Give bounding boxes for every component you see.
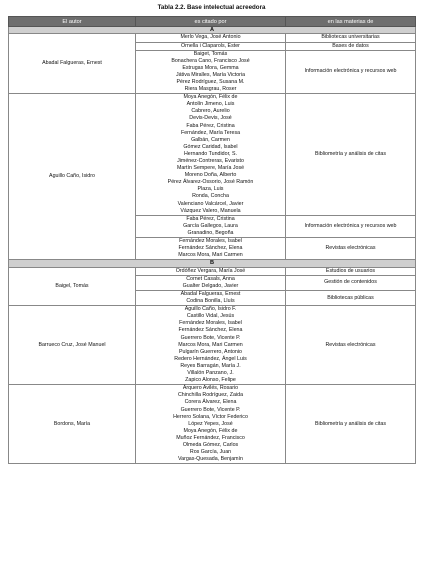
citing-author: Reyes Barragán, María J. <box>180 362 241 369</box>
table-title: Tabla 2.2. Base intelectual acreedora <box>157 4 266 11</box>
citing-author: Fernández Morales, Isabel <box>179 238 242 245</box>
citing-author: Fernández, María Teresa <box>180 129 241 136</box>
citing-author: Corera Álvarez, Elena <box>184 399 237 406</box>
subject-cell: Bases de datos <box>286 42 416 50</box>
table-body <box>9 27 416 464</box>
subject-cell: Bibliotecas públicas <box>286 291 416 306</box>
author-cell: Abadal Falgueras, Ernest <box>9 34 136 94</box>
author-cell: Barrueco Cruz, José Manuel <box>9 306 136 385</box>
citing-author: Jiménez-Contreras, Evaristo <box>177 158 244 164</box>
citing-author: Merlo Vega, José Antonio <box>180 34 241 41</box>
citing-author: Herrero Solana, Víctor Federico <box>173 413 248 420</box>
subject-cell: Gestión de contenidos <box>286 275 416 290</box>
citing-author: García Gallegos, Laura <box>183 222 238 229</box>
citing-author: Codina Bonilla, Lluís <box>186 298 235 305</box>
citing-author: Ordóñez Vergara, María José <box>175 267 246 274</box>
cited-by-cell <box>136 275 286 290</box>
header-row <box>9 17 416 27</box>
citing-author: Ronda, Concha <box>192 193 229 200</box>
citing-author: Fernández Sánchez, Elena <box>178 327 243 334</box>
citing-author: Cornet Casals, Anna <box>186 275 235 282</box>
citing-author: Abadal Falgueras, Ernest <box>180 291 241 297</box>
citing-author: Valenciano Valcárcel, Javier <box>177 200 244 207</box>
table-row <box>9 306 416 385</box>
cited-by-cell <box>136 291 286 306</box>
cited-by-cell <box>136 385 286 464</box>
subject-cell: Revistas electrónicas <box>286 306 416 385</box>
citing-author: Marcos Mora, Mari Carmen <box>178 341 243 348</box>
subject-cell: Revistas electrónicas <box>286 238 416 260</box>
subject-cell: Bibliotecas universitarias <box>286 34 416 42</box>
citing-author: Moya Anegón, Félix de <box>183 94 238 101</box>
citing-author: Gualter Delgado, Javier <box>182 282 239 289</box>
citing-author: Villalón Panzano, J. <box>187 370 234 377</box>
citing-author: Árquero Avilés, Rosario <box>182 385 239 392</box>
citing-author: Olmeda Gómez, Carlos <box>182 441 239 448</box>
citing-author: Gómez Caridad, Isabel <box>183 143 238 150</box>
header-cited-by: es citado por <box>136 17 286 27</box>
citing-author: Moya Anegón, Félix de <box>183 427 238 434</box>
citing-author: Fernández Morales, Isabel <box>179 320 242 327</box>
cited-by-cell <box>136 50 286 94</box>
table-row <box>9 94 416 216</box>
subject-cell: Información electrónica y recursos web <box>286 50 416 94</box>
citing-author: Baiget, Tomás <box>193 50 228 57</box>
citing-author: Zapico Alonso, Felipe <box>185 377 236 384</box>
citing-author: Játiva Miralles, María Victoria <box>175 71 246 78</box>
citing-author: Aguillo Caño, Isidro F. <box>184 306 237 313</box>
citing-author: Guerrero Bote, Vicente P. <box>180 334 241 341</box>
cited-by-cell <box>136 238 286 260</box>
letter-row <box>9 27 416 34</box>
header-author: El autor <box>9 17 136 27</box>
citing-author: Hernando Tundidor, S. <box>183 150 237 157</box>
citing-author: Ros García, Juan <box>189 449 232 456</box>
citing-author: Plaza, Luis <box>197 186 224 193</box>
table-row <box>9 385 416 464</box>
citing-author: Pulgarín Guerrero, Antonio <box>178 348 242 355</box>
citing-author: Redero Hernández, Ángel Luis <box>174 355 247 362</box>
subject-cell: Bibliometría y análisis de citas <box>286 94 416 216</box>
citing-author: Guerrero Bote, Vicente P. <box>180 406 241 413</box>
section-letter: A <box>9 27 416 34</box>
citing-author: Vázquez Valero, Manuela <box>180 207 241 214</box>
cited-by-cell <box>136 42 286 50</box>
citing-author: Estrugas Mora, Gemma <box>182 64 239 71</box>
cited-by-cell <box>136 215 286 237</box>
table-row <box>9 34 416 42</box>
citing-author: Devis-Devis, José <box>189 115 232 122</box>
citing-author: Faba Pérez, Cristina <box>186 122 235 129</box>
citing-author: Antolín Jimeno, Luis <box>186 101 235 108</box>
citation-table <box>8 16 416 464</box>
citing-author: Vargas-Quesada, Benjamín <box>178 456 243 463</box>
subject-cell: Bibliometría y análisis de citas <box>286 385 416 464</box>
citing-author: Fernández Sánchez, Elena <box>178 245 243 252</box>
citing-author: Castillo Vidal, Jesús <box>186 313 235 320</box>
subject-cell: Estudios de usuarios <box>286 267 416 275</box>
cited-by-cell <box>136 94 286 216</box>
citing-author: Pérez Álvarez-Ossorio, José Ramón <box>167 179 254 186</box>
letter-row <box>9 260 416 267</box>
citing-author: Granadino, Begoña <box>187 229 234 236</box>
citing-author: Ornella i Claparols, Ester <box>181 42 240 49</box>
cited-by-cell <box>136 34 286 42</box>
citing-author: Muñoz Fernández, Francisco <box>176 434 245 441</box>
citing-author: Martín Sempere, María José <box>176 165 245 172</box>
cited-by-cell <box>136 267 286 275</box>
citing-author: Marcos Mora, Mari Carmen <box>178 252 243 259</box>
subject-cell: Información electrónica y recursos web <box>286 215 416 237</box>
citing-author: Cabrero, Aurelio <box>191 108 230 115</box>
author-cell: Baigel, Tomás <box>9 267 136 305</box>
citing-author: Chinchilla Rodríguez, Zaida <box>177 392 244 399</box>
citing-author: Faba Pérez, Cristina <box>186 215 235 222</box>
table-row <box>9 267 416 275</box>
author-cell: Aguillo Caño, Isidro <box>9 94 136 260</box>
citing-author: López Yepes, José <box>188 420 233 427</box>
citing-author: Bonachera Cano, Francisco José <box>171 57 250 64</box>
section-letter: B <box>9 260 416 267</box>
citing-author: Moreno Doña, Alberto <box>184 172 237 179</box>
cited-by-cell <box>136 306 286 385</box>
header-subject: en las materias de <box>286 17 416 27</box>
citing-author: Galbán, Carmen <box>191 136 230 143</box>
author-cell: Bordons, María <box>9 385 136 464</box>
citing-author: Riera Masgrau, Roser <box>184 86 237 93</box>
citing-author: Pérez Rodríguez, Susana M. <box>176 78 245 85</box>
